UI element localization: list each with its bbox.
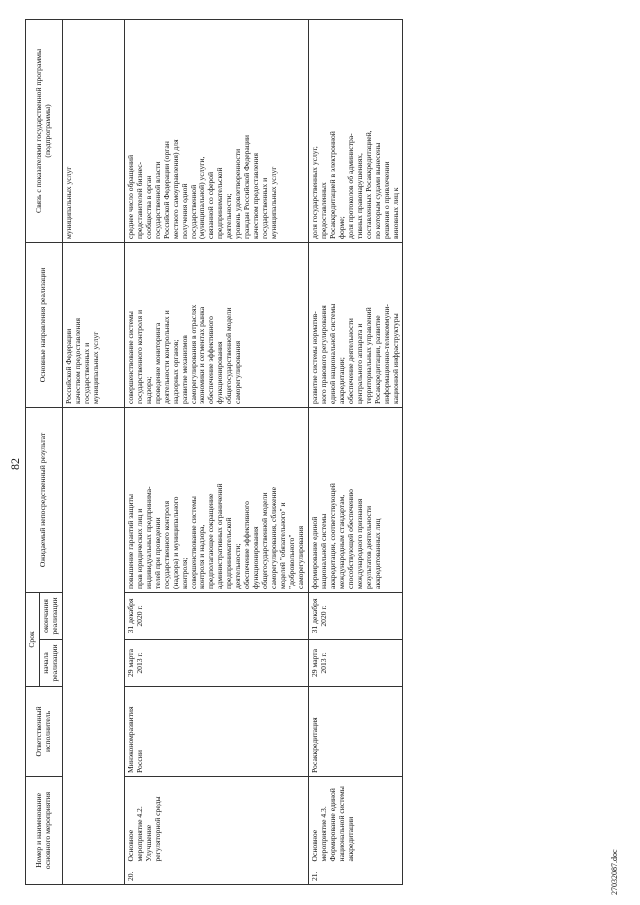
- table-row: [124, 19, 308, 884]
- header-start: начала реализации: [39, 639, 62, 686]
- header-directions: Основные направления реализации: [26, 242, 63, 407]
- page-number: 82: [8, 458, 22, 470]
- row-link: среднее число обращений представителей бизнес- сообщества в орган государственной власти Российской Федерации (орган местного самоуправления) для получения одной государственной (муниципальной) услуги, связанной со сферой предпринимательской деятельности; уровень удовлетворенности граждан Российской Федерации качеством предоставления государственных и муниципальных услуг: [124, 19, 308, 242]
- continuation-directions: Российской Федерации качеством предоставления государственных и муниципальных услуг: [62, 242, 124, 407]
- row-start: 29 марта 2013 г.: [308, 639, 403, 686]
- header-link: Связь с показателями государственной программы (подпрограммы): [26, 19, 63, 242]
- table-row: [308, 19, 403, 884]
- continuation-empty: [62, 407, 124, 884]
- continuation-link: муниципальных услуг: [62, 19, 124, 242]
- row-executor: Минэкономразвития России: [124, 686, 308, 776]
- row-end: 31 декабря 2020 г.: [308, 592, 403, 639]
- row-directions: развитие системы норматив- ного правового регулирования единой национальной системы аккредитации; обеспечение деятельности центрального аппарата и территориальных управлений Росаккредитации, развитие информационно-телекоммуни- кационной инфраструктуры: [308, 242, 403, 407]
- continuation-row: [62, 19, 124, 884]
- header-row: [26, 19, 40, 884]
- row-number: 20.: [124, 865, 308, 885]
- row-start: 29 марта 2013 г.: [124, 639, 308, 686]
- row-number: 21.: [308, 865, 403, 885]
- header-end: окончания реализации: [39, 592, 62, 639]
- row-name: Основное мероприятие 4.2. Улучшение регуляторной среды: [124, 776, 308, 864]
- row-name: Основное мероприятие 4.3. Формирование единой национальной системы аккредитации: [308, 776, 403, 864]
- header-number-name: Номер и наименование основного мероприятия: [26, 776, 63, 884]
- header-executor: Ответственный исполнитель: [26, 686, 63, 776]
- header-term: Срок: [26, 592, 40, 686]
- measures-table: [25, 19, 403, 885]
- row-result: повышение гарантий защиты прав юридических лиц и индивидуальных предпринима- телей при проведении государственного контроля (надзора) и муниципального контроля; совершенствование системы контроля и надзора, предполагающее сокращение административных ограничений предпринимательской деятельности; обеспечение эффективного функционирования общегосударственной модели саморегулирования, сближение моделей "обязательного" и "добровольного" саморегулирования: [124, 407, 308, 592]
- row-end: 31 декабря 2020 г.: [124, 592, 308, 639]
- file-footer: 27032087.doc: [610, 849, 619, 895]
- row-executor: Росаккредитация: [308, 686, 403, 776]
- row-link: доля государственных услуг, предоставленных Росаккредитацией в электронной форме; доля протоколов об администра- тивных правонарушениях, составленных Росаккредитацией, по которым судами вынесены решения о привлечении виновных лиц к: [308, 19, 403, 242]
- row-directions: совершенствование системы государственного контроля и надзора; проведение мониторинга деятельности контрольных и надзорных органов; развитие механизмов саморегулирования в отраслях экономики и сегментах рынка обеспечение эффективного функционирования общегосударственной модели саморегулирования: [124, 242, 308, 407]
- header-result: Ожидаемый непосредственный результат: [26, 407, 63, 592]
- row-result: формирование единой национальной системы аккредитации, соответствующей международным стандартам, способствующей обеспечению международного признания результатов деятельности аккредитованных лиц: [308, 407, 403, 592]
